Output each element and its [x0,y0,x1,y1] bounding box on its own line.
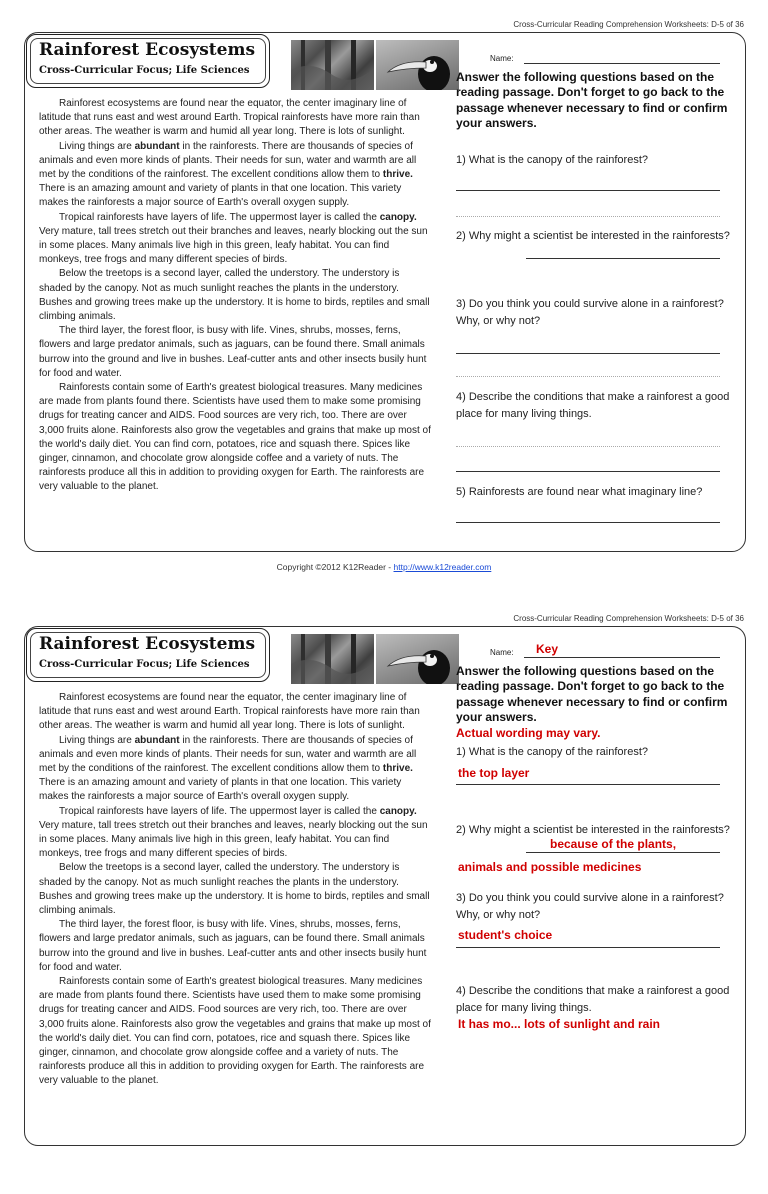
passage-paragraph: Rainforests contain some of Earth's greatest biological treasures. Many medicines are made from plants found there. Scientists have used them to make some promising drugs for treating cancer and AIDS. Food sources are very rich, too. There are over 3,000 fruits alone. Rainforests also grow the vegetables and grains that make up most of the world's daily diet. You can find corn, potatoes, rice and squash there. Spices like ginger, cinnamon, and chocolate grow alongside coffee and a variety of nuts. The rainforests produce all this in addition to providing oxygen for Earth. The rainforests are very valuable to the planet. [39,382,431,493]
answer-field-1[interactable] [456,190,720,191]
name-field[interactable] [524,63,720,64]
passage-paragraph: Rainforests contain some of Earth's greatest biological treasures. Many medicines are made from plants found there. Scientists have used them to make some promising drugs for treating cancer and AIDS. Food sources are very rich, too. There are over 3,000 fruits alone. Rainforests also grow the vegetables and grains that make up most of the world's daily diet. You can find corn, potatoes, rice and squash there. Spices like ginger, cinnamon, and chocolate grow alongside coffee and a variety of nuts. The rainforests produce all this in addition to providing oxygen for Earth. The rainforests are very valuable to the planet. [39,976,431,1087]
worksheet-subtitle: Cross-Curricular Focus; Life Sciences [39,659,250,670]
answer-field-2[interactable] [526,852,720,853]
answer-field-2[interactable] [526,258,720,259]
title-box [26,628,270,682]
title-box [26,34,270,88]
passage-paragraph: The third layer, the forest floor, is busy with life. Vines, shrubs, mosses, ferns, flowers and large predator animals, such as jaguars, can be found there. Small animals burrow into the ground and live in bushes. Leaf-cutter ants and other insects busily hunt for food and water. [39,919,427,973]
vocabulary-word: abundant [134,140,180,152]
instructions: Answer the following questions based on the reading passage. Don't forget to go back to the passage whenever necessary to find or confirm your answers. [456,664,728,725]
answer-field-3[interactable] [456,353,720,354]
answer-field-4[interactable] [456,471,720,472]
reading-passage [39,97,433,495]
passage-paragraph: Living things are abundant in the rainforests. There are thousands of species of animals and even more kinds of plants. Their needs for sun, water and warmth are all met by the conditions of the rainforest. The excellent conditions allow them to thrive. There is an amazing amount and variety of plants in that one location. This variety makes the rainforests a major source of Earth's overall oxygen supply. [39,140,417,209]
series-label: Cross-Curricular Reading Comprehension Worksheets: D-5 of 36 [513,614,744,623]
name-row [490,54,730,63]
key-label: Key [536,642,559,656]
answer-field-1[interactable] [456,784,720,785]
instructions: Answer the following questions based on the reading passage. Don't forget to go back to the passage whenever necessary to find or confirm your answers. [456,70,728,131]
answer-4: It has mo... lots of sunlight and rain [458,1017,661,1031]
passage-paragraph: The third layer, the forest floor, is busy with life. Vines, shrubs, mosses, ferns, flowers and large predator animals, such as jaguars, can be found there. Small animals burrow into the ground and live in bushes. Leaf-cutter ants and other insects busily hunt for food and water. [39,325,427,379]
vocabulary-word: abundant [134,734,180,746]
toucan-photo [376,634,459,684]
toucan-icon [376,40,459,90]
worksheet-answer-key [0,594,768,1194]
reading-passage [39,691,433,1089]
name-field[interactable] [524,657,720,658]
vocabulary-word: canopy. [379,805,417,817]
question-3: 3) Do you think you could survive alone in a rainforest? Why, or why not? [456,298,724,327]
passage-paragraph: Tropical rainforests have layers of life. The uppermost layer is called the canopy. Very mature, tall trees stretch out their branches and leaves, nearly blocking out the sun in some places. Many animals live high in this green, leafy habitat. You can find monkeys, tree frogs and many different species of birds. [39,211,428,266]
vocabulary-word: thrive. [382,763,413,775]
question-4: 4) Describe the conditions that make a rainforest a good place for many living things. [456,985,730,1014]
passage-paragraph: Rainforest ecosystems are found near the equator, the center imaginary line of latitude that runs east and west around Earth. Tropical rainforests have more rain than other areas. The weather is warm and humid all year long. There is lots of sunlight. [39,692,420,732]
vocabulary-word: canopy. [379,211,417,223]
answer-2-part-1: because of the plants, [550,837,677,851]
series-label: Cross-Curricular Reading Comprehension Worksheets: D-5 of 36 [513,20,744,29]
k12reader-link[interactable]: http://www.k12reader.com [393,562,492,572]
rainforest-tree-icon [291,634,374,684]
question-5: 5) Rainforests are found near what imaginary line? [456,486,703,498]
vocabulary-word: thrive. [382,169,413,181]
passage-paragraph: Tropical rainforests have layers of life. The uppermost layer is called the canopy. Very mature, tall trees stretch out their branches and leaves, nearly blocking out the sun in some places. Many animals live high in this green, leafy habitat. You can find monkeys, tree frogs and many different species of birds. [39,805,428,860]
toucan-photo [376,40,459,90]
passage-paragraph: Below the treetops is a second layer, called the understory. The understory is shaded by the canopy. Not as much sunlight reaches the plants in the understory. Bushes and growing trees make up the understory. It is home to birds, reptiles and small climbing animals. [39,862,430,917]
copyright: Copyright ©2012 K12Reader - http://www.k12reader.com [276,562,492,572]
worksheet-title: Rainforest Ecosystems [39,634,256,654]
name-label: Name: [490,54,514,63]
name-label: Name: [490,648,514,657]
passage-paragraph: Rainforest ecosystems are found near the equator, the center imaginary line of latitude that runs east and west around Earth. Tropical rainforests have more rain than other areas. The weather is warm and humid all year long. There is lots of sunlight. [39,98,420,138]
answer-3: student's choice [458,928,553,942]
answer-field-5[interactable] [456,522,720,523]
answer-2-part-2: animals and possible medicines [458,860,642,874]
question-2: 2) Why might a scientist be interested in the rainforests? [456,824,730,836]
answer-1: the top layer [458,766,530,780]
worksheet-subtitle: Cross-Curricular Focus; Life Sciences [39,65,250,76]
toucan-icon [376,634,459,684]
question-4: 4) Describe the conditions that make a rainforest a good place for many living things. [456,391,730,420]
wording-note: Actual wording may vary. [456,726,601,740]
rainforest-photo [291,40,374,90]
question-2: 2) Why might a scientist be interested in the rainforests? [456,230,730,242]
question-1: 1) What is the canopy of the rainforest? [456,746,648,758]
rainforest-photo [291,634,374,684]
answer-field-3[interactable] [456,947,720,948]
rainforest-tree-icon [291,40,374,90]
question-3: 3) Do you think you could survive alone in a rainforest? Why, or why not? [456,892,724,921]
question-1: 1) What is the canopy of the rainforest? [456,154,648,166]
passage-paragraph: Below the treetops is a second layer, called the understory. The understory is shaded by the canopy. Not as much sunlight reaches the plants in the understory. Bushes and growing trees make up the understory. It is home to birds, reptiles and small climbing animals. [39,268,430,323]
passage-paragraph: Living things are abundant in the rainforests. There are thousands of species of animals and even more kinds of plants. Their needs for sun, water and warmth are all met by the conditions of the rainforest. The excellent conditions allow them to thrive. There is an amazing amount and variety of plants in that one location. This variety makes the rainforests a major source of Earth's overall oxygen supply. [39,734,417,803]
name-row [490,642,730,657]
worksheet-title: Rainforest Ecosystems [39,40,256,60]
